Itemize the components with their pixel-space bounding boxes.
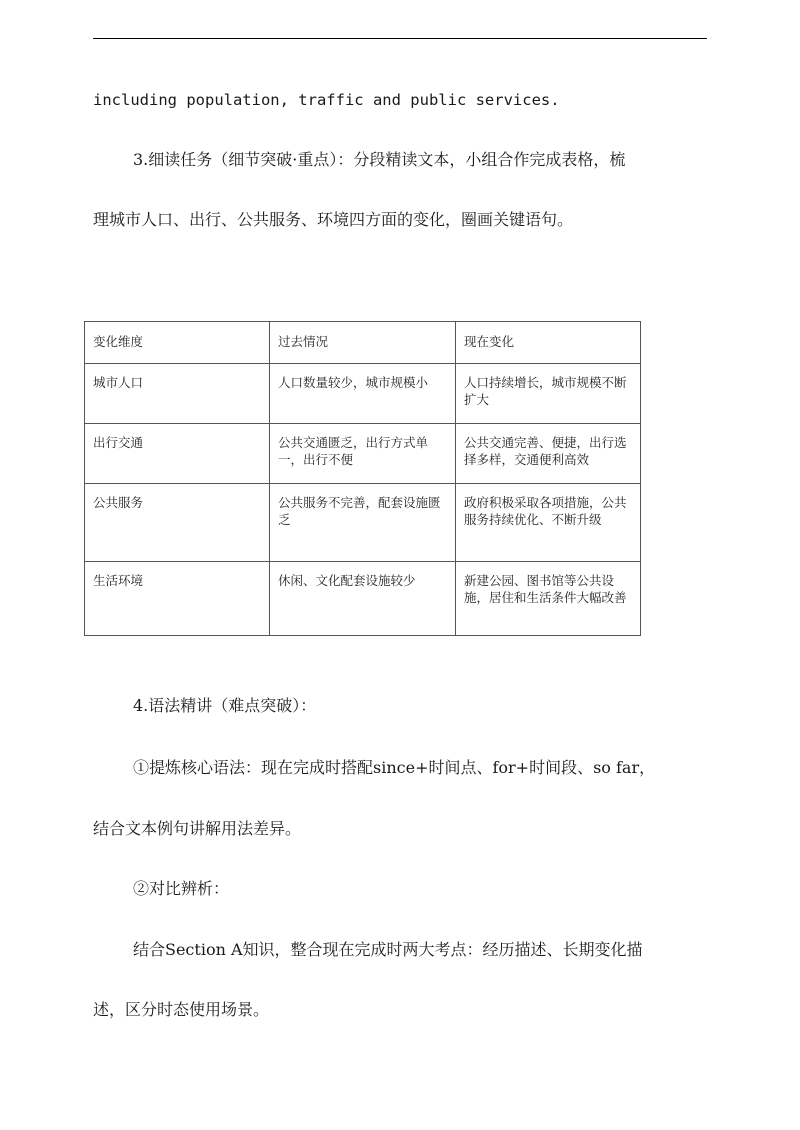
- cell-now: 人口持续增长，城市规模不断扩大: [456, 364, 641, 424]
- header-dimension: 变化维度: [85, 322, 270, 364]
- cell-now: 新建公园、图书馆等公共设施，居住和生活条件大幅改善: [456, 562, 641, 636]
- table-row: [85, 562, 641, 636]
- cell-dimension: 城市人口: [85, 364, 270, 424]
- header-rule: [93, 38, 707, 39]
- cell-now: 政府积极采取各项措施，公共服务持续优化、不断升级: [456, 484, 641, 562]
- cell-now: 公共交通完善、便捷，出行选择多样，交通便利高效: [456, 424, 641, 484]
- cell-past: 公共交通匮乏，出行方式单一，出行不便: [270, 424, 456, 484]
- cell-past: 公共服务不完善，配套设施匮乏: [270, 484, 456, 562]
- cell-dimension: 生活环境: [85, 562, 270, 636]
- task3-line-1: 3.细读任务（细节突破·重点）：分段精读文本，小组合作完成表格，梳: [133, 150, 626, 169]
- table-row: [85, 364, 641, 424]
- intro-paragraph-tail: including population, traffic and public services.: [93, 91, 560, 109]
- change-table: [84, 321, 641, 636]
- table-row: [85, 424, 641, 484]
- table-header-row: [85, 322, 641, 364]
- task4-item1-line-1: ①提炼核心语法：现在完成时搭配since+时间点、for+时间段、so far，: [133, 758, 656, 777]
- task3-line-2: 理城市人口、出行、公共服务、环境四方面的变化，圈画关键语句。: [93, 210, 574, 229]
- task4-item2-line-2: 述，区分时态使用场景。: [93, 1000, 270, 1019]
- task4-item1-line-2: 结合文本例句讲解用法差异。: [93, 819, 302, 838]
- task4-item2-line-1: 结合Section A知识，整合现在完成时两大考点：经历描述、长期变化描: [133, 940, 643, 959]
- cell-past: 人口数量较少，城市规模小: [270, 364, 456, 424]
- header-now: 现在变化: [456, 322, 641, 364]
- cell-past: 休闲、文化配套设施较少: [270, 562, 456, 636]
- cell-dimension: 出行交通: [85, 424, 270, 484]
- task4-heading: 4.语法精讲（难点突破）：: [133, 696, 317, 715]
- cell-dimension: 公共服务: [85, 484, 270, 562]
- task4-item2-heading: ②对比辨析：: [133, 879, 230, 898]
- header-past: 过去情况: [270, 322, 456, 364]
- table-row: [85, 484, 641, 562]
